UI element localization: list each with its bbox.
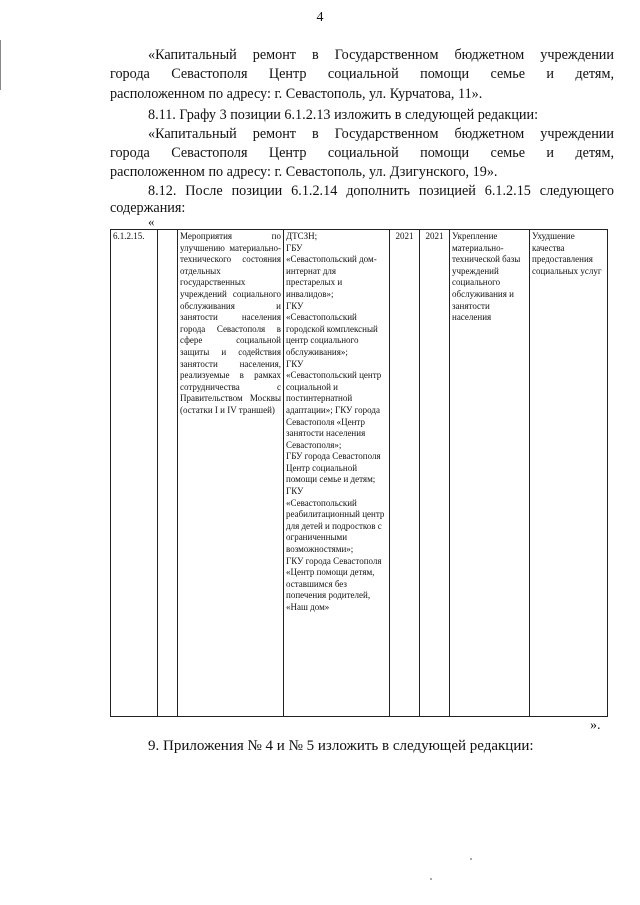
cell-empty bbox=[158, 230, 178, 717]
executors-text: ДТСЗН; ГБУ «Севастопольский дом-интернат для престарелых и инвалидов»; ГКУ «Севастопольский городской комплексный центр социального обслуживания»; ГКУ «Севастопольский центр социальной и постинтернатной адаптации»; ГКУ города Севастополя «Центр занятости населения Севастополя»; ГБУ города Севастополя Центр социальной помощи семье и детям; ГКУ «Севастопольский реабилитационный центр для детей и подростков с ограниченными возможностями»; ГКУ города Севастополя «Центр помощи детям, оставшимся без попечения родителей, «Наш дом» bbox=[286, 231, 385, 612]
paragraph-4-line-2: содержания: bbox=[110, 200, 186, 216]
cell-year-start: 2021 bbox=[390, 230, 420, 717]
paragraph-1-line-2: города Севастополя Центр социальной помощи семье и детям, bbox=[110, 66, 614, 82]
cell-executors bbox=[284, 230, 390, 717]
paragraph-3-line-3: расположенном по адресу: г. Севастополь, ул. Дзигунского, 19». bbox=[110, 164, 498, 180]
page-number: 4 bbox=[316, 10, 324, 25]
position-table bbox=[110, 229, 608, 717]
cell-result: Укрепление материально-технической базы учреждений социального обслуживания и занятости населения bbox=[450, 230, 530, 717]
opening-quote: « bbox=[148, 214, 155, 229]
cell-consequence: Ухудшение качества предоставления социальных услуг bbox=[530, 230, 608, 717]
cell-position-number: 6.1.2.15. bbox=[111, 230, 158, 717]
scan-speck bbox=[430, 878, 432, 880]
paragraph-3-line-2: города Севастополя Центр социальной помощи семье и детям, bbox=[110, 145, 614, 161]
paragraph-1-line-3: расположенном по адресу: г. Севастополь, ул. Курчатова, 11». bbox=[110, 86, 483, 102]
paragraph-1-line-1: «Капитальный ремонт в Государственном бюджетном учреждении bbox=[148, 47, 614, 63]
table-row bbox=[111, 230, 608, 717]
scan-speck bbox=[470, 858, 472, 860]
closing-quote: ». bbox=[590, 718, 601, 733]
paragraph-4-line-1: 8.12. После позиции 6.1.2.14 дополнить позицией 6.1.2.15 следующего bbox=[148, 183, 614, 199]
final-paragraph: 9. Приложения № 4 и № 5 изложить в следующей редакции: bbox=[148, 738, 534, 754]
paragraph-2: 8.11. Графу 3 позиции 6.1.2.13 изложить в следующей редакции: bbox=[148, 107, 539, 123]
scan-edge-mark bbox=[0, 40, 1, 90]
cell-year-end: 2021 bbox=[420, 230, 450, 717]
cell-measures: Мероприятия по улучшению материально-технического состояния отдельных государственных учреждений социального обслуживания и занятости населения города Севастополя в сфере социальной защиты и содействия занятости населения, реализуемые в рамках сотрудничества с Правительством Москвы (остатки I и IV траншей) bbox=[178, 230, 284, 717]
paragraph-3-line-1: «Капитальный ремонт в Государственном бюджетном учреждении bbox=[148, 126, 614, 142]
